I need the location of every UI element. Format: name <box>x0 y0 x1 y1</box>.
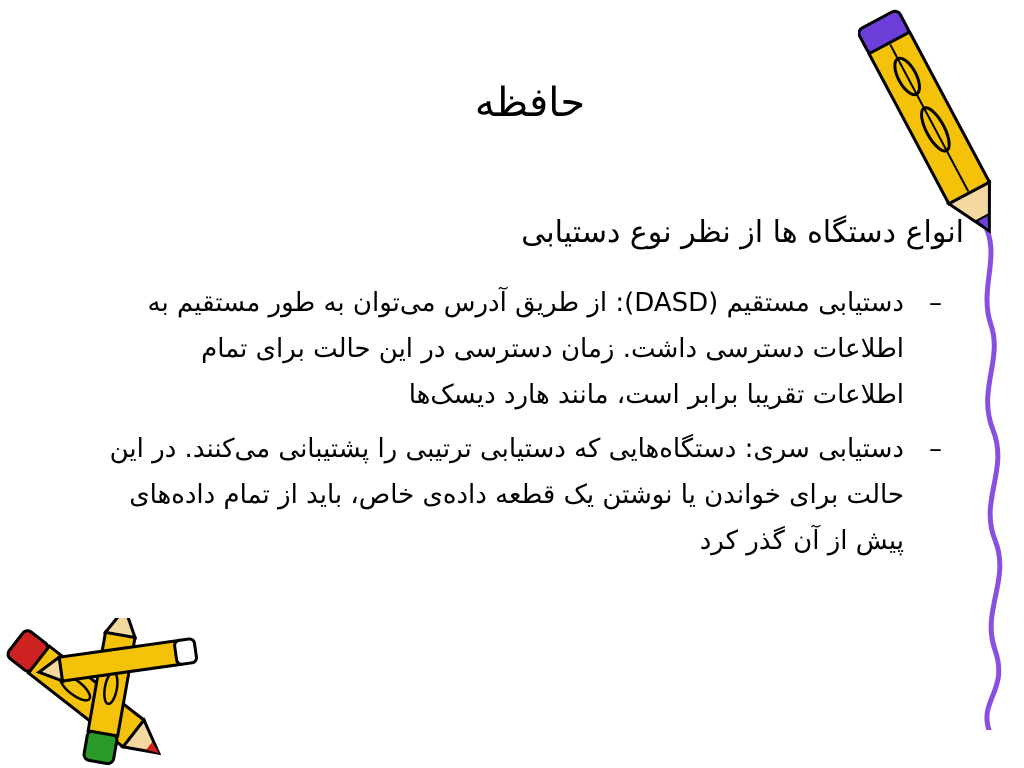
bullet-text: دستیابی سری: دستگاه‌هایی که دستیابی ترتیبی را پشتیبانی می‌کنند. در این حالت برای خواندن یا نوشتن یک قطعه داده‌ی خاص، باید از تمام داده‌های پیش از آن گذر کرد <box>109 434 904 556</box>
slide-title: حافظه <box>474 80 586 126</box>
list-item <box>104 280 942 418</box>
wavy-border-line <box>965 230 1015 730</box>
bullet-marker: – <box>929 434 942 464</box>
bullet-marker: – <box>929 288 942 318</box>
bullet-text: دستیابی مستقیم (DASD): از طریق آدرس می‌توان به طور مستقیم به اطلاعات دسترسی داشت. زمان دسترسی در این حالت برای تمام اطلاعات تقریبا برابر است، مانند هارد دیسک‌ها <box>147 288 904 410</box>
pencil-icon <box>858 0 1008 250</box>
slide-heading: انواع دستگاه ها از نظر نوع دستیابی <box>521 215 964 250</box>
bullet-list <box>104 280 942 572</box>
list-item <box>104 426 942 564</box>
crossed-pencils-icon <box>0 618 210 768</box>
